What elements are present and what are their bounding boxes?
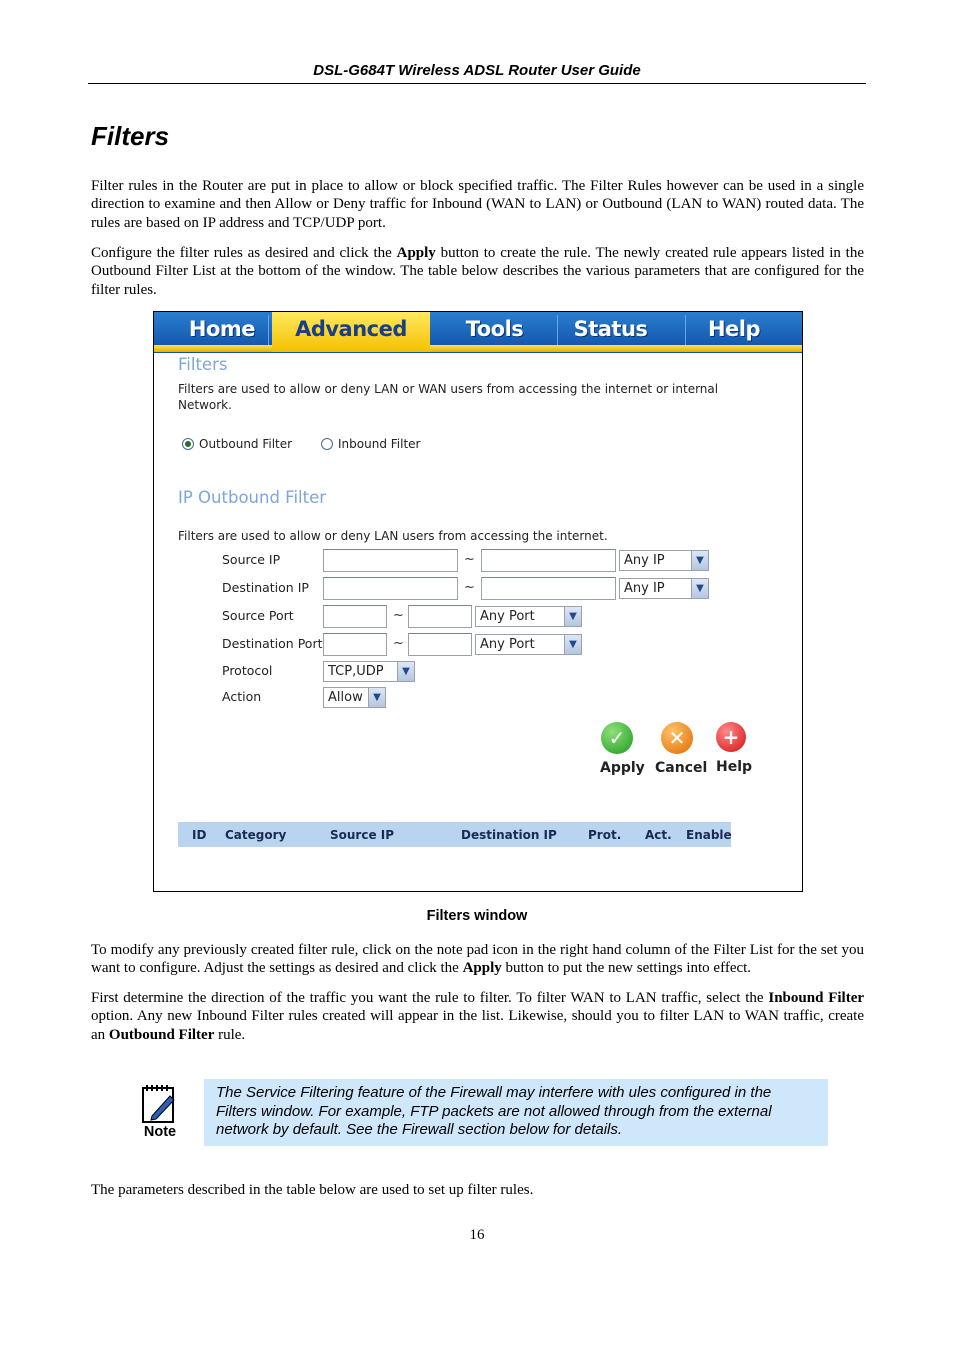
protocol-select[interactable]: TCP,UDP ▼ <box>323 661 415 682</box>
chevron-down-icon: ▼ <box>564 607 581 626</box>
chevron-down-icon: ▼ <box>368 688 385 707</box>
header-rule <box>88 83 866 84</box>
source-port-start-input[interactable] <box>323 605 387 628</box>
help-button[interactable]: Help <box>716 759 753 775</box>
tab-home[interactable]: Home <box>188 317 256 341</box>
col-protocol: Prot. <box>588 828 622 842</box>
filters-description: Filters are used to allow or deny LAN or WAN users from accessing the internet or internal Network. <box>178 382 719 412</box>
parameters-paragraph: The parameters described in the table below are used to set up filter rules. <box>91 1182 534 1198</box>
col-category: Category <box>225 828 287 842</box>
filters-window-screenshot <box>153 311 803 892</box>
chevron-down-icon: ▼ <box>691 551 708 570</box>
inbound-filter-radio[interactable] <box>321 438 333 450</box>
filters-section-title: Filters <box>178 355 228 374</box>
note-label: Note <box>143 1124 177 1140</box>
destination-ip-end-input[interactable] <box>481 577 616 600</box>
chevron-down-icon: ▼ <box>397 662 414 681</box>
intro-paragraph: Filter rules in the Router are put in place to allow or block specified traffic. The Filter Rules however can be used in a single direction to examine and then Allow or Deny traffic for Inbound (WAN to LAN) or Outbound (LAN to WAN) routed data. The rules are based on IP address and TCP/UDP port. <box>91 178 864 231</box>
destination-ip-select[interactable]: Any IP ▼ <box>619 578 709 599</box>
note-box: The Service Filtering feature of the Firewall may interfere with ules configured in the Filters window. For example, FTP packets are not allowed through from the external network by default. See the Firewall section below for details. <box>204 1079 828 1146</box>
source-port-label: Source Port <box>222 608 294 623</box>
range-separator: ~ <box>464 580 475 595</box>
destination-port-label: Destination Port <box>222 636 323 651</box>
apply-button[interactable]: Apply <box>600 760 645 776</box>
cancel-icon[interactable]: ✕ <box>661 722 693 754</box>
cancel-button[interactable]: Cancel <box>655 760 708 776</box>
destination-ip-start-input[interactable] <box>323 577 458 600</box>
source-ip-start-input[interactable] <box>323 549 458 572</box>
inbound-filter-label: Inbound Filter <box>338 437 421 451</box>
tab-status[interactable]: Status <box>573 317 648 341</box>
modify-paragraph: To modify any previously created filter rule, click on the note pad icon in the right hand column of the Filter List for the set you want to configure. Adjust the settings as desired and click the Apply button to put the new settings into effect. <box>91 942 864 977</box>
chevron-down-icon: ▼ <box>691 579 708 598</box>
tab-advanced[interactable]: Advanced <box>272 312 430 352</box>
tab-tools[interactable]: Tools <box>465 317 524 341</box>
source-port-end-input[interactable] <box>408 605 472 628</box>
help-icon[interactable]: + <box>716 722 746 752</box>
chevron-down-icon: ▼ <box>564 635 581 654</box>
range-separator: ~ <box>393 636 404 651</box>
page-title: Filters <box>91 121 170 151</box>
source-port-select[interactable]: Any Port ▼ <box>475 606 582 627</box>
tab-help[interactable]: Help <box>707 317 761 341</box>
outbound-filter-label: Outbound Filter <box>199 437 293 451</box>
running-header: DSL-G684T Wireless ADSL Router User Guide <box>313 62 641 79</box>
col-destination-ip: Destination IP <box>461 828 557 842</box>
ip-outbound-filter-title: IP Outbound Filter <box>178 488 327 507</box>
col-action: Act. <box>645 828 672 842</box>
source-ip-select[interactable]: Any IP ▼ <box>619 550 709 571</box>
col-id: ID <box>192 828 207 842</box>
action-select[interactable]: Allow ▼ <box>323 687 386 708</box>
outbound-filter-description: Filters are used to allow or deny LAN users from accessing the internet. <box>178 529 608 543</box>
filter-list-header <box>178 822 731 847</box>
destination-port-end-input[interactable] <box>408 633 472 656</box>
configure-paragraph: Configure the filter rules as desired and click the Apply button to create the rule. The newly created rule appears listed in the Outbound Filter List at the bottom of the window. The table below describes the various parameters that are configured for the filter rules. <box>91 245 865 298</box>
col-enable: Enable <box>686 828 732 842</box>
figure-caption: Filters window <box>426 908 528 924</box>
action-label: Action <box>222 689 262 704</box>
source-ip-end-input[interactable] <box>481 549 616 572</box>
direction-paragraph: First determine the direction of the traffic you want the rule to filter. To filter WAN to LAN traffic, select the Inbound Filter option. Any new Inbound Filter rules created will appear in the list. Likewise, should you to filter LAN to WAN traffic, create an Outbound Filter rule. <box>91 990 865 1043</box>
notepad-icon <box>140 1084 178 1124</box>
protocol-label: Protocol <box>222 663 273 678</box>
source-ip-label: Source IP <box>222 552 281 567</box>
outbound-filter-radio[interactable] <box>182 438 194 450</box>
col-source-ip: Source IP <box>330 828 395 842</box>
range-separator: ~ <box>464 552 475 567</box>
page-number: 16 <box>469 1227 485 1243</box>
range-separator: ~ <box>393 608 404 623</box>
destination-ip-label: Destination IP <box>222 580 309 595</box>
destination-port-select[interactable]: Any Port ▼ <box>475 634 582 655</box>
nav-bar <box>154 312 802 353</box>
apply-icon[interactable]: ✓ <box>601 722 633 754</box>
destination-port-start-input[interactable] <box>323 633 387 656</box>
